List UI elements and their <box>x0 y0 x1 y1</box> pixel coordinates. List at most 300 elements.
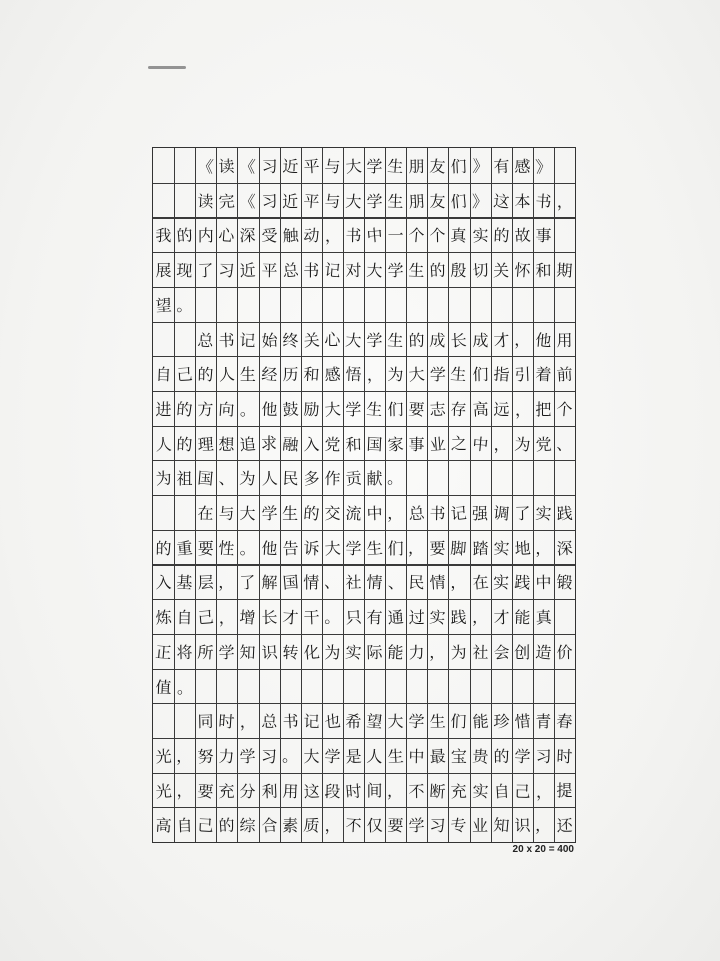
handwritten-character: 为 <box>239 468 257 489</box>
handwritten-character: 性 <box>217 537 236 559</box>
handwritten-character: 时 <box>344 780 363 802</box>
handwritten-character: 中 <box>365 225 384 246</box>
handwritten-character: 个 <box>555 399 574 420</box>
handwritten-character: 要 <box>387 815 404 836</box>
handwritten-character: 践 <box>513 572 531 593</box>
handwritten-character: 与 <box>218 503 236 524</box>
handwritten-character: 学 <box>408 815 426 836</box>
handwritten-character: 有 <box>366 607 383 628</box>
handwritten-character: 总 <box>197 329 215 350</box>
handwritten-character: 中 <box>408 746 425 766</box>
handwritten-character: 志 <box>429 399 447 420</box>
handwritten-character: 关 <box>302 329 321 350</box>
handwritten-character: 调 <box>492 503 510 524</box>
handwritten-character: 不 <box>408 781 425 801</box>
handwritten-character: 完 <box>218 191 236 212</box>
handwritten-character: 生 <box>386 329 405 350</box>
handwritten-character: 这 <box>492 190 510 212</box>
handwritten-character: 告 <box>281 538 299 558</box>
handwritten-character: 解 <box>260 573 278 593</box>
handwritten-character: 求 <box>261 434 278 454</box>
handwritten-character: 书 <box>345 226 362 246</box>
handwritten-character: ， <box>176 746 193 767</box>
handwritten-character: 充 <box>218 781 236 801</box>
handwritten-character: 近 <box>281 156 299 177</box>
handwritten-character: 了 <box>197 260 215 281</box>
handwritten-character: 望 <box>365 711 384 732</box>
handwritten-character: ， <box>366 364 384 385</box>
handwritten-character: 将 <box>176 642 193 662</box>
handwritten-character: 和 <box>302 364 320 385</box>
handwritten-character: 段 <box>324 781 341 801</box>
handwritten-character: 希 <box>345 712 362 732</box>
handwritten-character: 还 <box>556 815 573 836</box>
handwritten-character: 能 <box>513 607 531 628</box>
handwritten-character: 平 <box>302 190 320 212</box>
handwritten-character: 读 <box>218 156 236 177</box>
handwritten-character: 识 <box>260 642 278 663</box>
handwritten-character: 成 <box>471 330 489 350</box>
handwritten-character: 家 <box>387 433 405 454</box>
handwritten-character: 自 <box>176 607 193 628</box>
handwritten-character: 总 <box>408 503 426 524</box>
handwritten-character: ， <box>386 780 405 802</box>
handwritten-character: 之 <box>450 434 467 454</box>
handwritten-character: 记 <box>239 330 257 350</box>
handwritten-character: 情 <box>303 573 320 593</box>
handwritten-character: 国 <box>196 468 215 489</box>
handwritten-character: ， <box>471 607 489 628</box>
handwritten-character: 民 <box>408 572 426 593</box>
handwritten-character: 、 <box>387 572 405 593</box>
handwritten-character: 能 <box>386 642 405 663</box>
handwritten-character: 力 <box>408 642 426 662</box>
handwritten-character: 情 <box>429 572 447 593</box>
handwritten-character: 大 <box>323 538 341 559</box>
handwritten-character: ， <box>407 537 426 559</box>
handwritten-character: 惜 <box>513 711 532 732</box>
handwritten-character: ， <box>218 607 235 627</box>
handwritten-character: 。 <box>176 295 193 315</box>
handwritten-character: ， <box>556 191 573 211</box>
handwritten-character: 学 <box>218 642 236 662</box>
grid-size-label: 20 x 20 = 400 <box>512 844 574 855</box>
handwritten-character: 正 <box>154 641 173 663</box>
handwritten-character: 己 <box>514 781 531 801</box>
handwritten-character: 的 <box>176 434 193 454</box>
handwritten-character: 要 <box>408 399 426 420</box>
handwritten-character: 社 <box>471 642 489 662</box>
handwritten-character: 《 <box>196 156 215 177</box>
handwritten-character: 的 <box>492 746 510 766</box>
handwritten-character: 有 <box>492 156 510 177</box>
handwritten-character: 作 <box>324 468 341 489</box>
handwritten-character: 和 <box>345 434 362 454</box>
handwritten-character: 实 <box>344 641 363 663</box>
handwritten-character: ， <box>323 225 341 246</box>
handwritten-character: 学 <box>260 503 278 524</box>
handwritten-character: 所 <box>197 642 215 663</box>
handwritten-character: 。 <box>281 746 299 767</box>
handwritten-character: 综 <box>239 815 257 836</box>
handwritten-character: 实 <box>471 225 489 246</box>
handwritten-character: 学 <box>408 711 426 732</box>
handwritten-character: 合 <box>260 815 278 836</box>
handwritten-character: 干 <box>302 607 320 628</box>
handwritten-character: 层 <box>197 572 215 593</box>
handwritten-character: 。 <box>176 676 194 697</box>
handwritten-character: 生 <box>365 399 384 420</box>
handwritten-character: 存 <box>450 399 468 420</box>
handwritten-character: 大 <box>408 364 426 385</box>
handwritten-character: 大 <box>387 711 404 732</box>
handwritten-character: 方 <box>197 399 214 419</box>
handwritten-character: 为 <box>450 642 468 663</box>
handwritten-character: 他 <box>260 399 278 420</box>
handwritten-character: 锻 <box>555 572 573 593</box>
handwritten-character: 交 <box>324 503 341 524</box>
handwritten-character: 自 <box>492 780 510 801</box>
handwritten-character: 对 <box>345 260 362 281</box>
handwritten-character: 踏 <box>471 538 489 558</box>
handwritten-character: 大 <box>344 329 363 350</box>
handwritten-character: 励 <box>303 399 320 419</box>
handwritten-character: 青 <box>535 712 552 732</box>
handwritten-character: ， <box>534 815 552 836</box>
handwritten-character: 近 <box>282 191 299 211</box>
handwritten-character: 人 <box>155 434 172 454</box>
handwritten-character: 时 <box>555 746 573 767</box>
handwritten-character: 动 <box>302 225 320 246</box>
handwritten-character: ， <box>218 572 236 593</box>
handwritten-character: 学 <box>323 746 341 767</box>
handwritten-character: 己 <box>176 364 194 385</box>
handwritten-character: 《 <box>239 191 257 211</box>
handwritten-character: 。 <box>323 607 341 628</box>
handwritten-character: 生 <box>408 260 426 281</box>
handwritten-character: 触 <box>281 225 299 246</box>
handwritten-character: 个 <box>407 225 426 246</box>
handwritten-character: 为 <box>387 364 404 385</box>
handwritten-character: 书 <box>429 503 447 524</box>
handwritten-character: 友 <box>429 156 447 177</box>
handwritten-character: 近 <box>239 260 257 281</box>
handwritten-character: 书 <box>218 330 236 350</box>
handwritten-character: 感 <box>514 156 531 177</box>
handwritten-character: 才 <box>492 607 510 628</box>
handwritten-character: 生 <box>282 503 299 523</box>
handwritten-character: 生 <box>429 711 447 732</box>
handwritten-character: 的 <box>408 330 426 350</box>
handwritten-character: 记 <box>323 260 342 281</box>
handwritten-character: 平 <box>302 156 320 177</box>
handwritten-character: 们 <box>450 190 468 212</box>
handwritten-character: 与 <box>324 156 341 177</box>
handwritten-character: 在 <box>197 503 215 524</box>
handwritten-character: 入 <box>155 573 172 593</box>
handwritten-character: 用 <box>556 330 573 350</box>
handwritten-character: 书 <box>303 260 320 280</box>
handwritten-character: 用 <box>281 781 299 801</box>
handwritten-character: 引 <box>513 364 531 385</box>
handwritten-character: 们 <box>450 711 468 732</box>
handwritten-character: 展 <box>155 260 172 281</box>
handwritten-character: 不 <box>344 815 362 836</box>
handwritten-character: 深 <box>239 226 257 246</box>
scan-mark <box>148 66 186 69</box>
handwritten-character: 习 <box>260 156 278 177</box>
handwritten-character: 增 <box>239 607 257 628</box>
handwritten-character: 过 <box>408 607 425 627</box>
handwritten-character: 学 <box>345 399 362 419</box>
handwritten-character: 重 <box>175 537 194 559</box>
handwritten-character: 期 <box>555 260 573 281</box>
handwritten-character: 的 <box>218 815 236 836</box>
handwritten-character: 最 <box>429 746 447 767</box>
handwritten-character: 价 <box>556 642 573 662</box>
handwritten-character: 中 <box>366 503 383 524</box>
handwritten-character: 受 <box>260 225 278 246</box>
handwritten-character: 际 <box>366 642 383 662</box>
handwritten-character: 了 <box>239 572 257 593</box>
handwritten-character: 前 <box>555 364 574 385</box>
handwritten-character: 高 <box>154 815 173 836</box>
handwritten-character: 总 <box>260 711 278 732</box>
handwritten-character: 识 <box>514 815 531 836</box>
handwritten-character: 炼 <box>155 607 173 628</box>
handwritten-character: 这 <box>302 780 320 801</box>
handwritten-character: 长 <box>260 607 278 628</box>
handwritten-character: 深 <box>555 537 574 559</box>
handwritten-character: ， <box>429 642 447 662</box>
handwritten-character: 心 <box>217 225 236 246</box>
handwritten-character: 会 <box>492 642 510 663</box>
handwritten-character: 关 <box>493 260 510 280</box>
handwritten-character: 总 <box>281 260 299 281</box>
handwritten-character: 化 <box>302 642 321 663</box>
handwritten-character: 实 <box>428 607 447 628</box>
handwritten-character: 的 <box>197 364 214 385</box>
handwritten-character: 与 <box>324 191 341 211</box>
handwritten-character: 业 <box>429 433 447 455</box>
handwritten-character: 事 <box>408 434 425 454</box>
handwritten-character: 通 <box>386 607 405 628</box>
handwritten-character: 大 <box>344 191 362 212</box>
handwritten-character: 进 <box>155 399 172 419</box>
handwritten-character: 中 <box>535 573 552 593</box>
handwritten-character: 学 <box>345 538 362 558</box>
handwritten-character: 的 <box>429 260 447 281</box>
handwritten-character: 光 <box>154 780 173 802</box>
handwritten-character: 践 <box>556 503 573 524</box>
handwritten-character: 追 <box>239 433 257 455</box>
handwritten-character: 着 <box>534 364 552 385</box>
handwritten-character: 习 <box>534 746 552 767</box>
handwritten-character: 心 <box>324 330 341 350</box>
handwritten-character: 现 <box>175 260 194 281</box>
handwritten-character: 习 <box>218 260 236 281</box>
handwritten-character: 。 <box>239 399 257 420</box>
handwritten-character: 了 <box>514 503 531 524</box>
handwritten-character: 大 <box>303 746 320 766</box>
handwritten-character: 大 <box>344 156 363 177</box>
handwritten-character: 人 <box>366 746 383 767</box>
handwritten-character: 书 <box>281 711 299 732</box>
handwritten-character: ， <box>176 781 193 801</box>
handwritten-character: 真 <box>534 607 552 628</box>
handwritten-character: 的 <box>155 538 172 558</box>
handwritten-character: 实 <box>471 781 489 801</box>
handwritten-character: ， <box>535 538 552 558</box>
handwritten-character: 故 <box>513 225 531 246</box>
handwritten-character: 生 <box>387 746 405 767</box>
handwritten-character: 专 <box>450 815 468 836</box>
handwritten-character: 高 <box>471 399 489 420</box>
handwritten-character: 要 <box>429 538 447 558</box>
handwritten-character: 学 <box>513 746 531 767</box>
handwritten-character: 地 <box>513 538 531 559</box>
handwritten-character: 己 <box>197 815 215 836</box>
handwritten-character: 基 <box>175 572 194 593</box>
handwritten-character: 创 <box>514 642 531 662</box>
handwritten-character: 脚 <box>450 538 468 559</box>
handwritten-character: 本 <box>514 191 531 211</box>
handwritten-character: 也 <box>323 711 342 732</box>
handwritten-character: ， <box>450 573 468 593</box>
handwritten-character: 的 <box>492 225 510 246</box>
handwritten-character: 珍 <box>492 711 510 732</box>
handwritten-character: 始 <box>260 329 278 350</box>
handwritten-character: 记 <box>450 503 468 524</box>
handwritten-character: 人 <box>260 468 278 489</box>
handwritten-character: 学 <box>387 260 405 281</box>
handwritten-character: 们 <box>450 156 468 177</box>
handwritten-character: 指 <box>492 364 510 385</box>
handwritten-character: 多 <box>302 468 320 489</box>
handwritten-character: 融 <box>281 433 299 455</box>
handwritten-character: ， <box>514 330 531 350</box>
handwritten-character: 学 <box>366 156 383 176</box>
handwritten-character: 造 <box>534 641 553 663</box>
handwritten-character: 学 <box>366 191 383 211</box>
handwritten-character: 习 <box>429 815 447 836</box>
handwritten-character: 祖 <box>176 469 193 489</box>
handwritten-character: 的 <box>175 399 194 420</box>
handwritten-character: 实 <box>492 538 510 558</box>
handwritten-character: 生 <box>365 537 384 559</box>
handwritten-character: 充 <box>450 781 468 801</box>
handwritten-character: 》 <box>534 156 553 177</box>
handwritten-character: 知 <box>492 815 510 836</box>
handwritten-character: 利 <box>260 781 278 801</box>
handwritten-character: 自 <box>176 815 194 836</box>
handwritten-character: 践 <box>450 607 468 628</box>
handwritten-character: 贵 <box>471 746 489 767</box>
handwritten-character: 才 <box>281 607 299 628</box>
handwritten-character: 《 <box>239 156 257 177</box>
handwritten-character: 朋 <box>408 191 426 212</box>
handwritten-character: 时 <box>218 711 236 732</box>
handwritten-character: 实 <box>493 573 510 593</box>
handwritten-character: 党 <box>534 434 552 454</box>
handwritten-character: 理 <box>197 433 215 454</box>
handwritten-character: 习 <box>261 746 278 766</box>
handwritten-character: 感 <box>323 364 341 385</box>
handwritten-character: 学 <box>239 746 257 767</box>
handwritten-character: 记 <box>303 711 320 732</box>
handwritten-character: 学 <box>366 330 383 350</box>
handwritten-character: 鼓 <box>281 399 299 420</box>
handwritten-character: 朋 <box>408 156 425 177</box>
handwritten-character: 成 <box>429 330 447 350</box>
handwritten-character: 人 <box>218 364 236 385</box>
handwritten-character: 只 <box>344 607 363 628</box>
handwritten-character: 能 <box>471 711 489 732</box>
handwritten-character: 大 <box>365 260 384 281</box>
handwritten-character: 想 <box>218 434 236 454</box>
handwritten-character: 们 <box>387 538 404 558</box>
handwritten-character: 为 <box>154 468 173 489</box>
handwritten-character: 经 <box>260 364 278 385</box>
handwritten-character: 党 <box>323 433 341 454</box>
handwritten-character: 一 <box>387 226 404 246</box>
handwritten-character: 同 <box>197 711 214 732</box>
handwritten-character: 入 <box>303 434 320 454</box>
handwritten-character: 生 <box>450 364 468 385</box>
handwritten-character: 望 <box>155 295 173 316</box>
handwritten-character: 他 <box>260 538 278 559</box>
handwritten-character: 贡 <box>344 468 363 489</box>
handwritten-character: 国 <box>366 434 383 454</box>
handwritten-character: 值 <box>155 677 172 697</box>
handwritten-character: 知 <box>239 642 257 662</box>
handwritten-character: 实 <box>534 503 552 524</box>
handwritten-character: 》 <box>471 156 489 177</box>
handwritten-character: 分 <box>239 780 257 801</box>
handwritten-character: 为 <box>513 433 531 454</box>
handwritten-character: 。 <box>386 468 405 489</box>
handwritten-character: 民 <box>281 468 299 489</box>
handwritten-character: 学 <box>429 365 446 385</box>
handwritten-character: 为 <box>324 642 341 662</box>
handwritten-character: 友 <box>429 191 447 211</box>
handwritten-character: 真 <box>450 225 468 246</box>
handwritten-character: 终 <box>281 330 299 350</box>
handwritten-character: 切 <box>471 260 489 281</box>
handwritten-character: 国 <box>281 572 299 593</box>
handwritten-character: 自 <box>155 364 172 385</box>
handwritten-character: 们 <box>387 399 404 419</box>
handwritten-character: ， <box>324 815 341 836</box>
handwritten-character: 悟 <box>344 364 362 385</box>
handwritten-character: 断 <box>429 780 447 801</box>
handwritten-character: 要 <box>197 538 214 558</box>
handwritten-character: 生 <box>386 156 405 177</box>
handwritten-character: 事 <box>535 226 552 246</box>
handwritten-character: ， <box>534 780 553 802</box>
handwritten-character: 转 <box>281 642 299 662</box>
handwritten-character: 提 <box>556 781 573 801</box>
handwritten-character: 我 <box>155 226 172 246</box>
handwritten-character: 中 <box>471 433 489 455</box>
handwritten-character: 要 <box>196 780 215 802</box>
handwritten-character: 的 <box>175 225 194 246</box>
handwritten-character: 》 <box>472 191 489 211</box>
handwritten-character: 历 <box>281 364 299 385</box>
handwritten-character: 长 <box>450 329 468 350</box>
manuscript-grid-sheet <box>152 147 576 843</box>
handwritten-character: 业 <box>472 816 489 836</box>
